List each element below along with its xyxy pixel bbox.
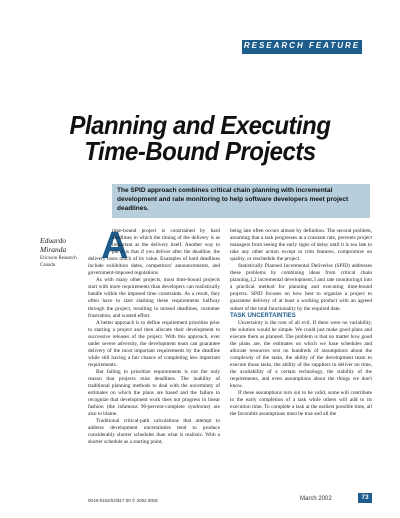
paragraph: But failing to prioritize requirements is not the only reason that projects miss deadlines. The inability of traditional planning methods to deal with the uncertainty of estimates on which the plans are based and the failure to recognize that development work does not progress in linear fashion (the infamous 90-percent-complete syndrome) are also to blame. (88, 368, 220, 418)
paragraph: Statistically Planned Incremental Deliveries (SPID) addresses these problems by combining ideas from critical chain planning,1,2 incremental development,3 and rate monitoring4 into a practical method for planning and executing time-bound projects. SPID focuses on how best to organize a project to guarantee delivery of at least a working product with an agreed subset of the total functionality by the required date. (230, 263, 372, 312)
paragraph: time-bound project is constrained by hard deadlines in which the timing of the delivery is as important as the delivery itself. Another way to put it is that if you deliver after the deadline, the delivery loses much of its value. Examples of hard deadlines include exhibition dates, competitors' announcements, and government-imposed regulations. (88, 228, 220, 277)
affiliation-line-1: Ericsson Research (40, 256, 77, 261)
author-first-name: Eduardo (40, 236, 66, 245)
section-heading: TASK UNCERTAINTIES (230, 312, 296, 319)
issue-date: March 2002 (300, 496, 332, 502)
body-column-2 (230, 228, 372, 504)
drop-cap: A (101, 225, 129, 267)
page-number: 73 (361, 494, 369, 501)
standfirst-text: The SPID approach combines critical chain planning with incremental development and rate monitoring to help software developers meet project deadlines. (117, 187, 349, 212)
affiliation-line-2: Canada (40, 262, 55, 268)
standfirst-box (112, 184, 370, 218)
title-line-1: Planning and Executing (69, 110, 331, 140)
paragraph: A better approach is to define requirement priorities prior to starting a project and then allocate their development to successive releases of the project. With this approach, ever under severe adversity, the development team can guarantee delivery of the most important requirements by the deadline while still having a fair chance of completing less important requirements. (88, 319, 220, 368)
paragraph: being late often occurs almost by definition. The second problem, assuming that a task progresses at a constant rate, prevents project managers from seeing the early signs of delay until it is too late to take any other action except to trim features, compromise on quality, or reschedule the project. (230, 228, 372, 263)
title-line-2: Time-Bound Projects (84, 136, 316, 166)
copyright-code: 0018-9162/02/$17.00 © 2002 IEEE (88, 498, 159, 503)
paragraph: Traditional critical-path calculations that attempt to address development uncertainties tend to produce considerably shorter schedules than what is realistic. With a shorter schedule as a starting point, (88, 418, 220, 446)
body-column-1 (88, 225, 220, 504)
paragraph: As with many other projects, most time-bound projects start with more requirements than developers can realistically handle within the imposed time constraints. As a result, they often have to start slashing these requirements halfway through the project, resulting in missed deadlines, customer frustration, and wasted effort. (88, 277, 220, 319)
section-banner (242, 40, 362, 54)
paragraph: Uncertainty is the root of all evil. If there were no variability, the solution would be simple. We could just make good plans and execute them as planned. The problem is that no matter how good the plans are, the estimates on which we base schedules and allocate resources rest on hundreds of assumptions about the complexity of the tasks, the ability of the development team to execute those tasks, the ability of the suppliers to deliver on time, the availability of a certain technology, the stability of the requirements, and even assumptions about the things we don't know. (230, 319, 372, 390)
paragraph: If these assumptions turn out to be valid, some will contribute to the early completion of a task while others will add to its execution time. To complete a task at the earliest possible time, all the favorable assumptions must be true and all the (230, 390, 372, 418)
page-number-box (358, 493, 372, 503)
author-last-name: Miranda (40, 245, 67, 254)
section-label: RESEARCH FEATURE (243, 41, 361, 50)
dropcap-spacer (88, 228, 112, 256)
article-title (16, 112, 384, 164)
